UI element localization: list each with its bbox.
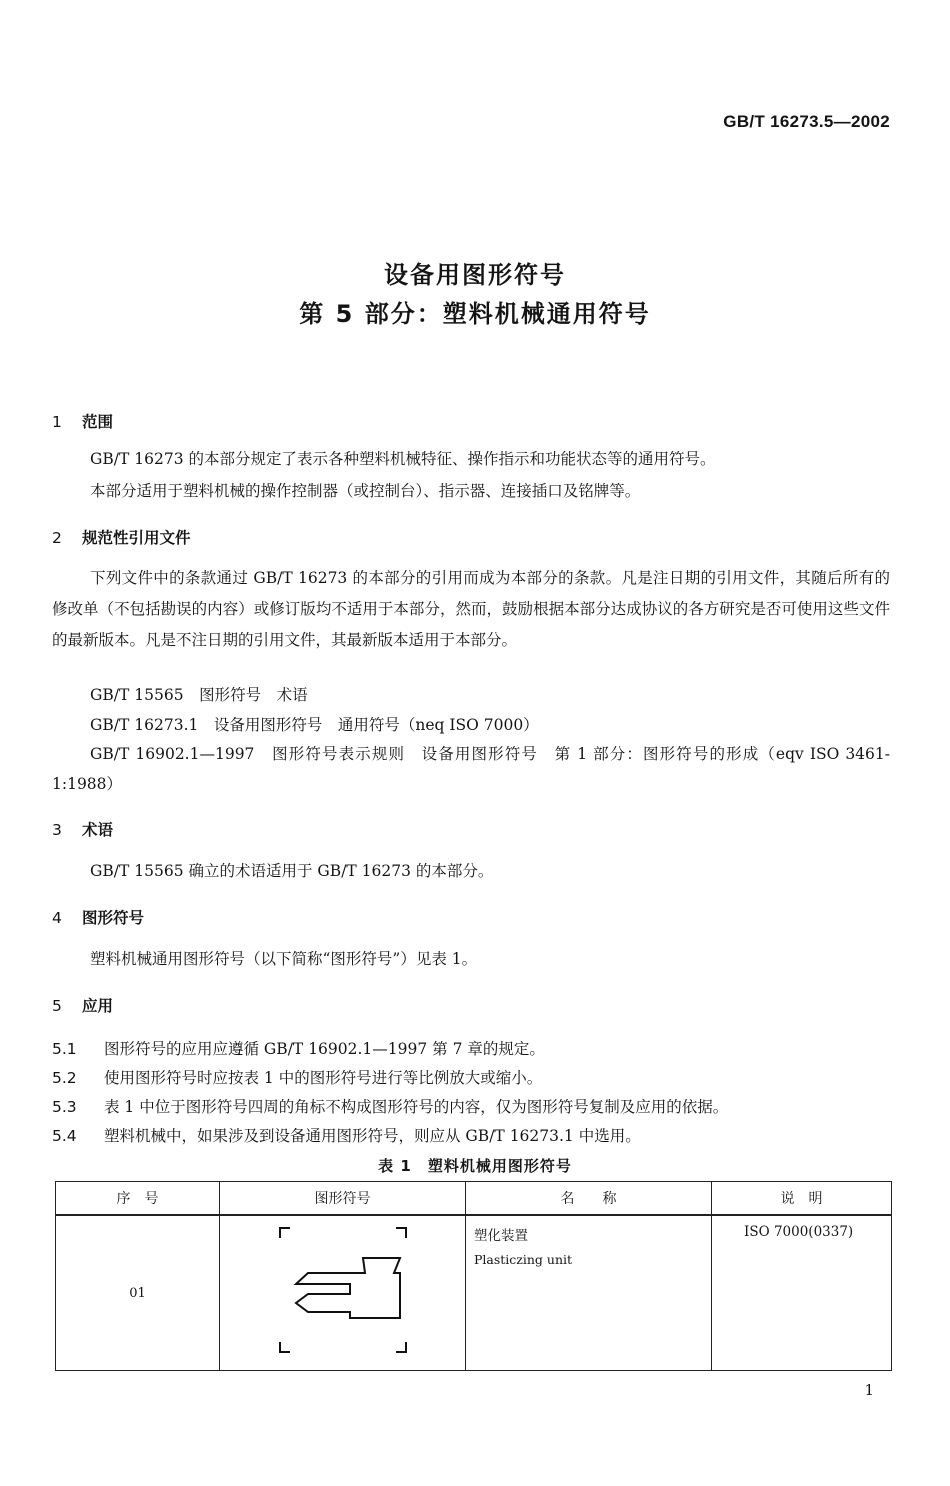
- subclause-text: 塑料机械中，如果涉及到设备通用图形符号，则应从 GB/T 16273.1 中选用。: [104, 1127, 641, 1145]
- document-subtitle: 第 5 部分：塑料机械通用符号: [299, 300, 651, 328]
- subclause-text: 使用图形符号时应按表 1 中的图形符号进行等比例放大或缩小。: [104, 1069, 543, 1087]
- section-4-heading: [52, 906, 144, 928]
- column-header-name: 名 称: [466, 1182, 712, 1216]
- row-number: 01: [56, 1215, 220, 1371]
- column-header-symbol: 图形符号: [220, 1182, 466, 1216]
- subclause-text: 表 1 中位于图形符号四周的角标不构成图形符号的内容，仅为图形符号复制及应用的依据。: [104, 1098, 729, 1116]
- table-row: [56, 1215, 892, 1371]
- section-number: 2: [52, 529, 62, 547]
- subclause-number: 5.3: [52, 1098, 77, 1116]
- paragraph: 下列文件中的条款通过 GB/T 16273 的本部分的引用而成为本部分的条款。凡是注日期的引用文件，其随后所有的修改单（不包括勘误的内容）或修订版均不适用于本部分，然而，鼓励根据本部分达成协议的各方研究是否可使用这些文件的最新版本。凡是不注日期的引用文件，其最新版本适用于本部分。: [52, 569, 890, 649]
- paragraph: GB/T 15565 确立的术语适用于 GB/T 16273 的本部分。: [90, 862, 494, 880]
- page-number: 1: [864, 1381, 874, 1399]
- subclause-number: 5.2: [52, 1069, 77, 1087]
- section-title: 应用: [82, 997, 114, 1015]
- section-title: 规范性引用文件: [82, 529, 191, 547]
- note-cell: ISO 7000(0337): [712, 1215, 892, 1371]
- section-number: 3: [52, 821, 62, 839]
- subclause-text: 图形符号的应用应遵循 GB/T 16902.1—1997 第 7 章的规定。: [104, 1040, 545, 1058]
- reference-item: GB/T 15565 图形符号 术语: [90, 686, 308, 704]
- section-title: 图形符号: [82, 909, 145, 927]
- section-1-heading: [52, 410, 113, 432]
- subclause-5-1: [52, 1034, 545, 1064]
- column-header-no: 序 号: [56, 1182, 220, 1216]
- name-chinese: 塑化装置: [474, 1228, 528, 1244]
- document-title: 设备用图形符号: [384, 261, 566, 289]
- section-number: 5: [52, 997, 62, 1015]
- symbol-cell: [220, 1215, 466, 1371]
- table-header-row: [56, 1182, 892, 1216]
- standard-number: GB/T 16273.5—2002: [723, 112, 890, 131]
- name-cell: [466, 1215, 712, 1371]
- table-caption: 表 1 塑料机械用图形符号: [378, 1157, 572, 1175]
- paragraph: 塑料机械通用图形符号（以下简称“图形符号”）见表 1。: [90, 950, 478, 968]
- paragraph: GB/T 16273 的本部分规定了表示各种塑料机械特征、操作指示和功能状态等的通用符号。: [90, 450, 716, 468]
- subclause-5-2: [52, 1063, 542, 1093]
- subclause-number: 5.4: [52, 1127, 77, 1145]
- symbols-table: [55, 1181, 892, 1371]
- plasticizing-unit-icon: [220, 1216, 466, 1366]
- section-title: 术语: [82, 821, 114, 839]
- section-number: 1: [52, 413, 62, 431]
- section-5-heading: [52, 994, 113, 1016]
- section-2-heading: [52, 526, 191, 548]
- section-3-heading: [52, 818, 113, 840]
- reference-item: GB/T 16902.1—1997 图形符号表示规则 设备用图形符号 第 1 部分：图形符号的形成（eqv ISO 3461-1:1988）: [52, 745, 890, 793]
- reference-item: GB/T 16273.1 设备用图形符号 通用符号（neq ISO 7000）: [90, 716, 539, 734]
- name-english: Plasticzing unit: [474, 1252, 573, 1267]
- section-number: 4: [52, 909, 62, 927]
- subclause-5-4: [52, 1121, 641, 1151]
- subclause-number: 5.1: [52, 1040, 77, 1058]
- paragraph: 本部分适用于塑料机械的操作控制器（或控制台）、指示器、连接插口及铭牌等。: [90, 482, 641, 500]
- section-title: 范围: [82, 413, 114, 431]
- subclause-5-3: [52, 1092, 728, 1122]
- column-header-note: 说 明: [712, 1182, 892, 1216]
